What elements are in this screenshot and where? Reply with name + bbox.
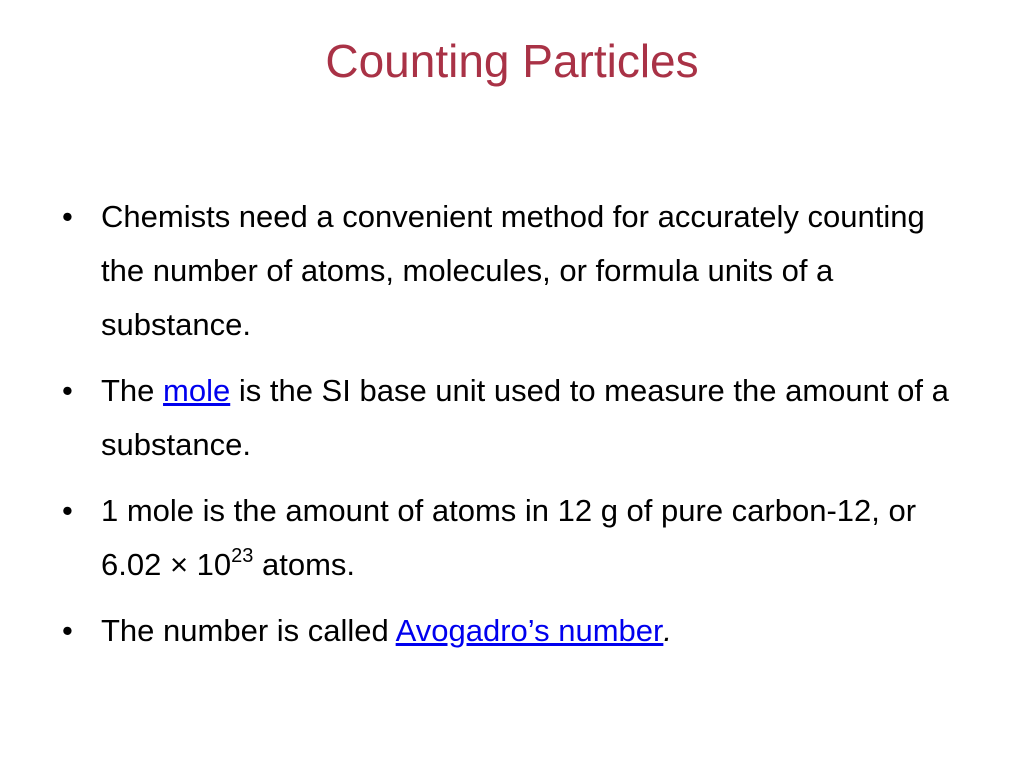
mole-link[interactable]: mole (163, 373, 231, 408)
bullet-text-before: The number is called (101, 613, 396, 648)
slide-title: Counting Particles (325, 35, 699, 87)
bullet-text-after: is the SI base unit used to measure the amount of a substance. (101, 373, 949, 462)
bullet-item (56, 604, 966, 658)
bullet-text-after: atoms. (253, 547, 356, 582)
avogadros-number-link[interactable]: Avogadro’s number (395, 613, 664, 648)
bullet-item (56, 190, 966, 352)
bullet-list (56, 190, 966, 670)
bullet-text-before: The (101, 373, 164, 408)
bullet-marker: • (62, 613, 73, 648)
bullet-marker: • (62, 199, 73, 234)
bullet-text-after: . (663, 613, 672, 648)
bullet-item (56, 364, 966, 472)
bullet-marker: • (62, 493, 73, 528)
bullet-marker: • (62, 373, 73, 408)
bullet-text-before: 1 mole is the amount of atoms in 12 g of pure carbon-12, or 6.02 × 10 (101, 493, 917, 582)
bullet-item (56, 484, 966, 592)
exponent: 23 (231, 544, 254, 567)
bullet-text: Chemists need a convenient method for accurately counting the number of atoms, molecules, or formula units of a substance. (101, 199, 925, 342)
